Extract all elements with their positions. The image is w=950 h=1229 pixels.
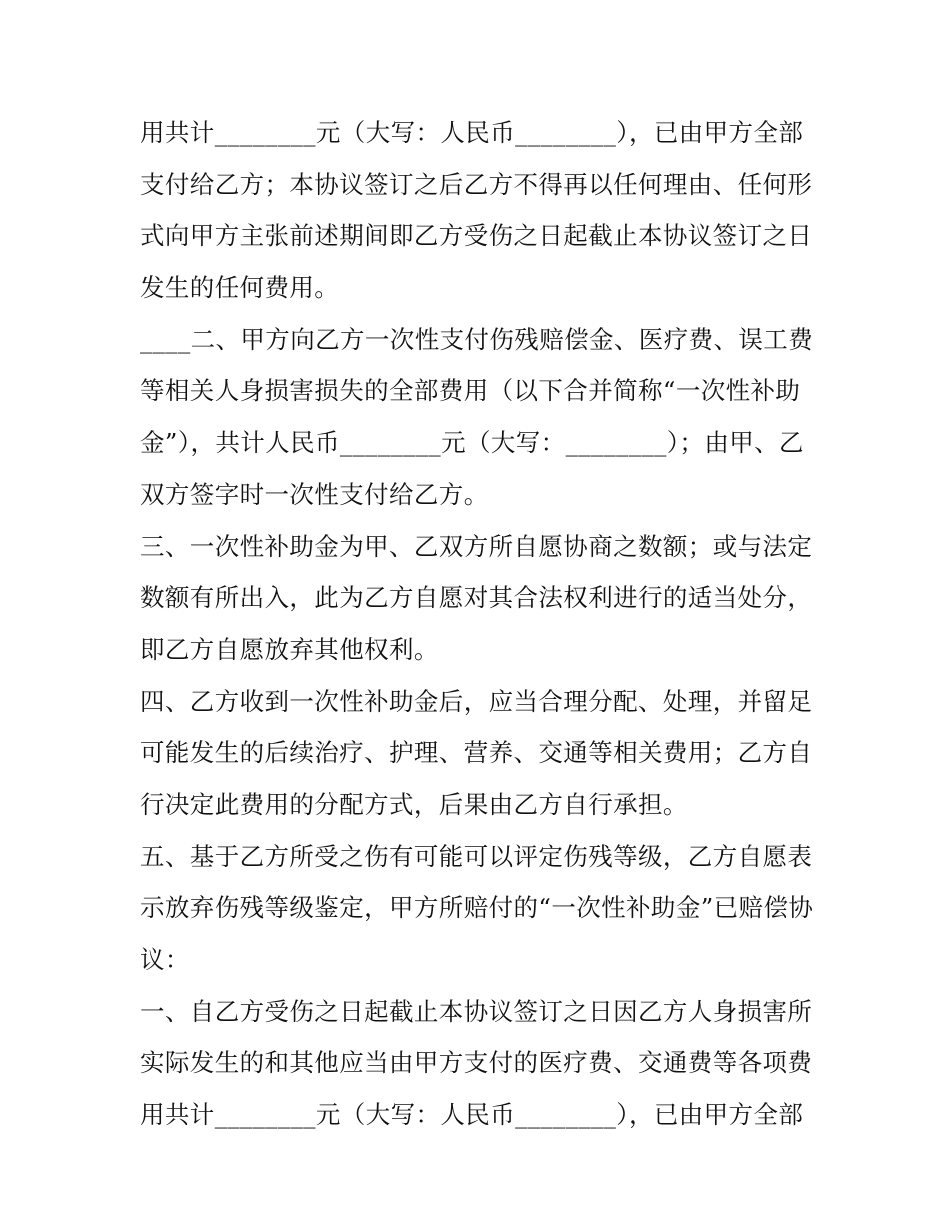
agreement-text <box>140 107 820 1141</box>
text-line: ____二、甲方向乙方一次性支付伤残赔偿金、医疗费、误工费 <box>140 324 814 354</box>
text-line: 一、自乙方受伤之日起截止本协议签订之日因乙方人身损害所 <box>140 996 813 1026</box>
text-line: 发生的任何费用。 <box>140 273 340 303</box>
text-line: 即乙方自愿放弃其他权利。 <box>140 634 439 664</box>
text-line: 四、乙方收到一次性补助金后，应当合理分配、处理，并留足 <box>140 686 813 716</box>
text-line: 用共计________元（大写：人民币________），已由甲方全部 <box>140 1100 804 1130</box>
text-line: 可能发生的后续治疗、护理、营养、交通等相关费用；乙方自 <box>140 738 813 768</box>
text-line: 用共计________元（大写：人民币________），已由甲方全部 <box>140 118 804 147</box>
text-line: 等相关人身损害损失的全部费用（以下合并简称“一次性补助 <box>140 376 801 406</box>
text-line: 支付给乙方；本协议签订之后乙方不得再以任何理由、任何形 <box>140 169 813 199</box>
text-line: 议： <box>140 945 190 974</box>
text-line: 金”），共计人民币________元（大写：________）；由甲、乙 <box>140 428 804 458</box>
text-line: 实际发生的和其他应当由甲方支付的医疗费、交通费等各项费 <box>140 1048 813 1078</box>
text-line: 数额有所出入，此为乙方自愿对其合法权利进行的适当处分， <box>140 583 813 613</box>
text-line: 行决定此费用的分配方式，后果由乙方自行承担。 <box>140 789 688 819</box>
text-line: 三、一次性补助金为甲、乙双方所自愿协商之数额；或与法定 <box>140 531 813 561</box>
text-line: 双方签字时一次性支付给乙方。 <box>140 479 489 509</box>
text-line: 式向甲方主张前述期间即乙方受伤之日起截止本协议签订之日 <box>140 221 813 251</box>
text-line: 五、基于乙方所受之伤有可能可以评定伤残等级，乙方自愿表 <box>140 841 813 871</box>
text-line: 示放弃伤残等级鉴定，甲方所赔付的“一次性补助金”已赔偿协 <box>140 893 814 923</box>
